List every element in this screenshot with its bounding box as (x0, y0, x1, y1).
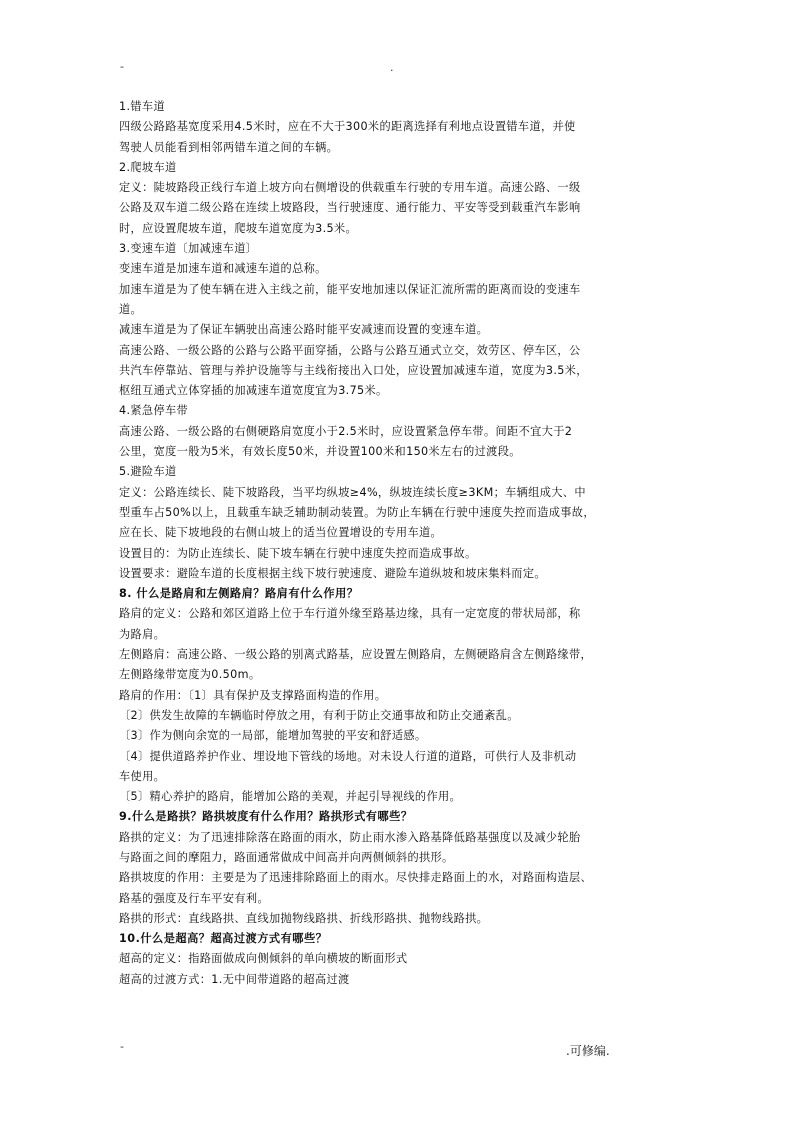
text-line: 公里，宽度一般为5米，有效长度50米，并设置100米和150米左右的过渡段。 (119, 445, 521, 459)
text-line: 四级公路路基宽度采用4.5米时，应在不大于300米的距离选择有利地点设置错车道，并使 (119, 120, 576, 134)
header-left-mark: - (120, 60, 124, 73)
text-line: 定义：陡坡路段正线行车道上坡方向右侧增设的供载重车行驶的专用车道。高速公路、一级 (119, 181, 581, 195)
text-line: 为路肩。 (119, 627, 166, 641)
text-line: 设置目的：为防止连续长、陡下坡车辆在行驶中速度失控而造成事故。 (119, 546, 477, 560)
text-line: 枢纽互通式立体穿插的加减速车道宽度宜为3.75米。 (119, 384, 388, 398)
text-line: 1.错车道 (119, 100, 165, 113)
header-right-mark: . (390, 61, 394, 74)
text-line: 道。 (119, 302, 143, 316)
text-line: 高速公路、一级公路的右侧硬路肩宽度小于2.5米时，应设置紧急停车带。间距不宜大于2 (119, 424, 573, 438)
text-line: 左侧路缘带宽度为0.50m。 (119, 668, 261, 682)
text-line: 路拱的定义：为了迅速排除落在路面的雨水，防止雨水渗入路基降低路基强度以及减少轮胎 (119, 830, 581, 844)
text-line: 超高的过渡方式：1.无中间带道路的超高过渡 (119, 972, 350, 986)
text-line: 5.避险车道 (119, 465, 177, 479)
text-line: 驾驶人员能看到相邻两错车道之间的车辆。 (119, 140, 339, 154)
text-line: 公路及双车道二级公路在连续上坡路段，当行驶速度、通行能力、平安等受到载重汽车影响 (119, 201, 581, 215)
text-line: 应在长、陡下坡地段的右侧山坡上的适当位置增设的专用车道。 (119, 526, 443, 540)
document-body (119, 97, 679, 990)
text-line: 变速车道是加速车道和减速车道的总称。 (119, 262, 327, 276)
text-line: 〔2〕供发生故障的车辆临时停放之用，有利于防止交通事故和防止交通紊乱。 (119, 708, 519, 722)
text-line: 加速车道是为了使车辆在进入主线之前，能平安地加速以保证汇流所需的距离而设的变速车 (119, 282, 581, 296)
text-line: 车使用。 (119, 769, 166, 783)
section-heading: 9.什么是路拱？路拱坡度有什么作用？路拱形式有哪些？ (119, 810, 413, 824)
text-line: 与路面之间的摩阻力，路面通常做成中间高并向两侧倾斜的拱形。 (119, 850, 454, 864)
footer-left-mark: - (120, 1040, 124, 1053)
text-line: 〔5〕精心养护的路肩，能增加公路的美观，并起引导视线的作用。 (119, 790, 462, 804)
text-line: 路拱的形式：直线路拱、直线加抛物线路拱、折线形路拱、抛物线路拱。 (119, 911, 489, 925)
text-line: 超高的定义：指路面做成向侧倾斜的单向横坡的断面形式 (119, 952, 408, 966)
text-line: 设置要求：避险车道的长度根据主线下坡行驶速度、避险车道纵坡和坡床集料而定。 (119, 566, 546, 580)
text-line: 路肩的作用：〔1〕具有保护及支撑路面构造的作用。 (119, 688, 387, 702)
text-line: 减速车道是为了保证车辆驶出高速公路时能平安减速而设置的变速车道。 (119, 323, 489, 337)
text-line: 路基的强度及行车平安有利。 (119, 891, 269, 905)
footer-editable-note: .可修编. (566, 1044, 610, 1058)
text-line: 左侧路肩：高速公路、一级公路的别离式路基，应设置左侧路肩，左侧硬路肩含左侧路缘带， (119, 648, 593, 662)
text-line: 2.爬坡车道 (119, 160, 177, 174)
text-line: 3.变速车道〔加减速车道〕 (119, 242, 258, 256)
text-line: 〔3〕作为侧向余宽的一局部，能增加驾驶的平安和舒适感。 (119, 729, 427, 743)
text-line: 路拱坡度的作用：主要是为了迅速排除路面上的雨水。尽快排走路面上的水，对路面构造层、 (119, 871, 593, 885)
text-line: 定义：公路连续长、陡下坡路段，当平均纵坡≥4%，纵坡连续长度≥3KM；车辆组成大、中 (119, 485, 586, 499)
text-line: 〔4〕提供道路养护作业、埋设地下管线的场地。对未设人行道的道路，可供行人及非机动 (119, 749, 577, 763)
section-heading: 8. 什么是路肩和左侧路肩？路肩有什么作用？ (119, 587, 359, 601)
text-line: 4.紧急停车带 (119, 404, 189, 418)
section-heading: 10.什么是超高？超高过渡方式有哪些？ (119, 932, 328, 946)
text-line: 时，应设置爬坡车道，爬坡车道宽度为3.5米。 (119, 221, 358, 235)
text-line: 共汽车停靠站、管理与养护设施等与主线衔接出入口处，应设置加减速车道，宽度为3.5米， (119, 363, 588, 377)
text-line: 型重车占50%以上，且载重车缺乏辅助制动装置。为防止车辆在行驶中速度失控而造成事故， (119, 505, 595, 519)
text-line: 路肩的定义：公路和郊区道路上位于车行道外缘至路基边缘，具有一定宽度的带状局部，称 (119, 607, 581, 621)
text-line: 高速公路、一级公路的公路与公路平面穿插，公路与公路互通式立交，效劳区、停车区，公 (119, 343, 581, 357)
